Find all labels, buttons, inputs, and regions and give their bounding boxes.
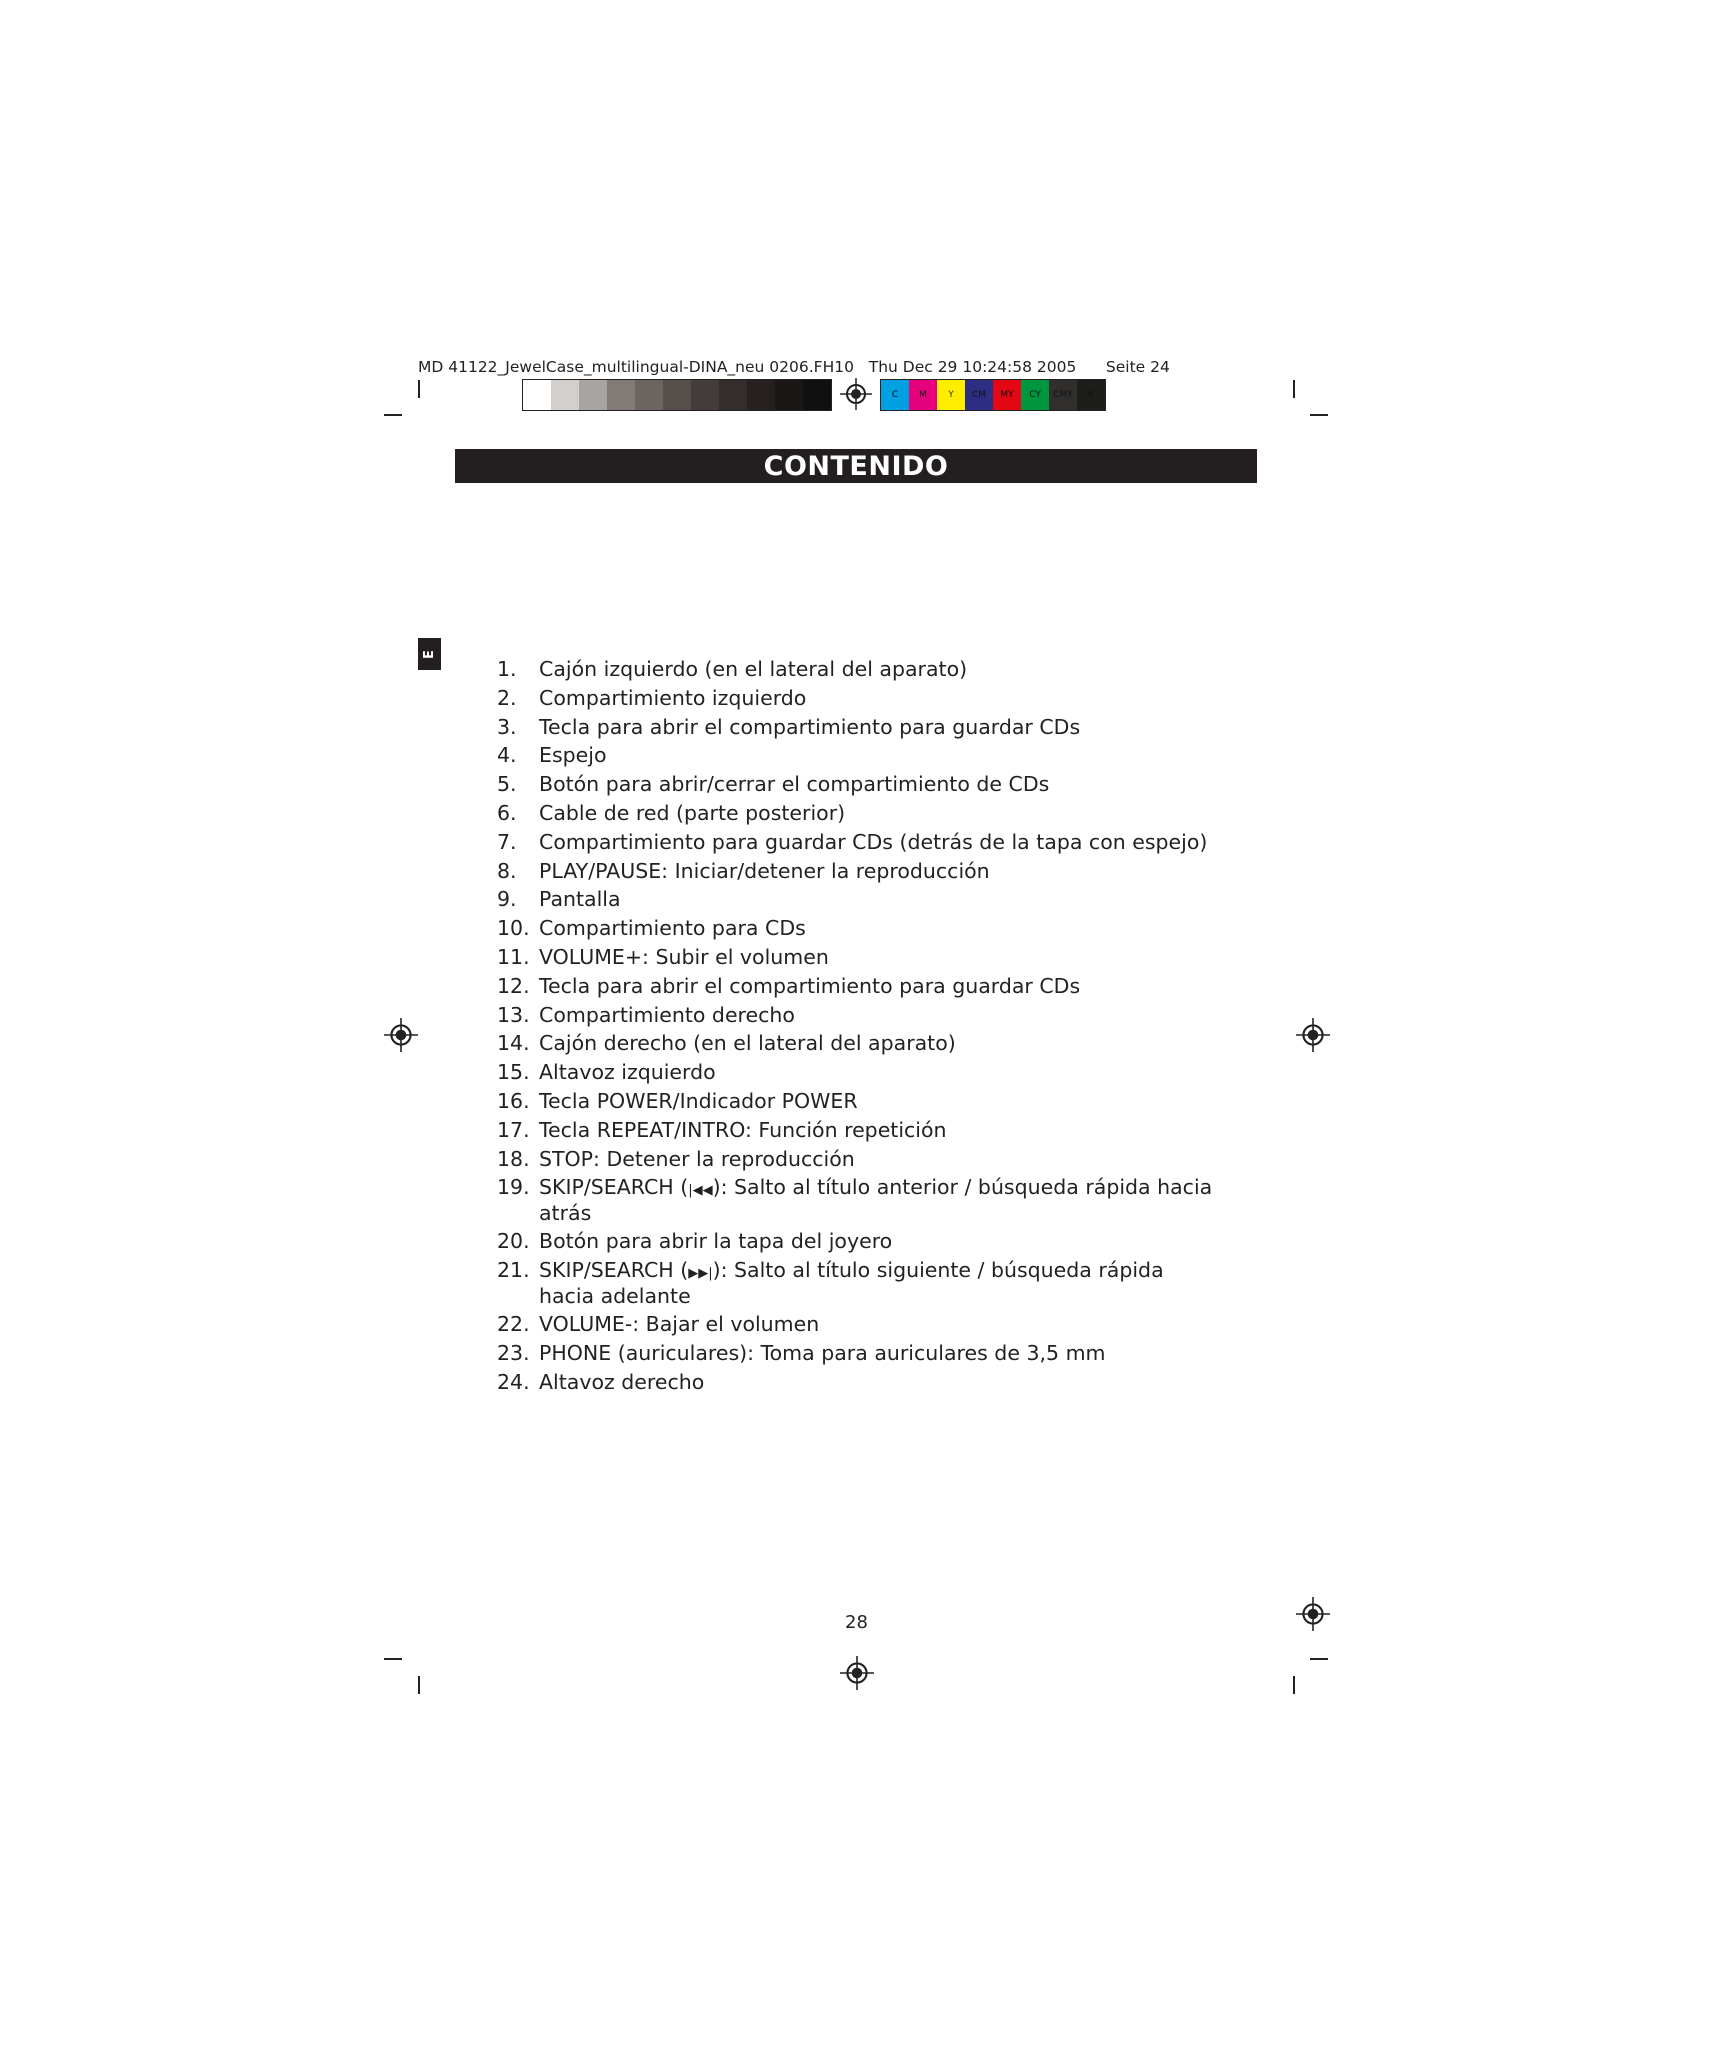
skip-forward-icon: ▶▶| [688, 1266, 713, 1282]
process-color-bar [880, 379, 1106, 411]
item-text: Compartimiento para guardar CDs (detrás de la tapa con espejo) [539, 829, 1208, 854]
page-number: 28 [845, 1612, 868, 1633]
item-text: Compartimiento derecho [539, 1002, 795, 1027]
grayscale-bar [522, 379, 832, 411]
item-number: 24. [497, 1369, 530, 1394]
list-item [497, 888, 1217, 911]
item-text: Tecla REPEAT/INTRO: Función repetición [539, 1117, 947, 1142]
contents-list [497, 658, 1217, 1400]
item-text: Cable de red (parte posterior) [539, 800, 846, 825]
item-text: VOLUME-: Bajar el volumen [539, 1312, 820, 1337]
language-tab-label: E [421, 649, 437, 659]
list-item [497, 1119, 1217, 1142]
list-item [497, 1259, 1217, 1308]
item-number: 17. [497, 1117, 530, 1142]
item-text-post: ): Salto al título anterior / búsqueda rápida hacia atrás [539, 1175, 1213, 1226]
item-number: 22. [497, 1312, 530, 1337]
list-item [497, 946, 1217, 969]
item-text [539, 1259, 1217, 1308]
item-number: 2. [497, 685, 517, 710]
item-number: 7. [497, 829, 517, 854]
color-swatch [1077, 380, 1105, 410]
color-swatch [881, 380, 909, 410]
gray-swatch [551, 380, 579, 410]
crop-mark [1310, 1658, 1328, 1660]
item-number: 15. [497, 1060, 530, 1085]
item-text: Pantalla [539, 887, 621, 912]
color-swatch [1049, 380, 1077, 410]
color-swatch-label: Y [948, 390, 954, 400]
gray-swatch [579, 380, 607, 410]
color-swatch-label: C [891, 390, 899, 400]
item-number: 3. [497, 714, 517, 739]
print-slug [418, 358, 1170, 376]
item-text-pre: SKIP/SEARCH ( [539, 1258, 689, 1283]
color-swatch-label: CMY [1053, 390, 1073, 400]
item-text: Altavoz derecho [539, 1369, 705, 1394]
item-number: 13. [497, 1002, 530, 1027]
item-number: 8. [497, 858, 517, 883]
item-number: 21. [497, 1258, 530, 1283]
crop-mark [1293, 1676, 1295, 1694]
gray-swatch [719, 380, 747, 410]
item-number: 9. [497, 887, 517, 912]
item-number: 1. [497, 657, 517, 681]
color-swatch-label: CM [971, 390, 987, 400]
page-title: CONTENIDO [455, 449, 1257, 483]
list-item [497, 744, 1217, 767]
color-swatch [937, 380, 965, 410]
item-number: 23. [497, 1340, 530, 1365]
item-text: Compartimiento izquierdo [539, 685, 807, 710]
slug-file: MD 41122_JewelCase_multilingual-DINA_neu 0206.FH10 [418, 358, 854, 376]
item-text: Cajón izquierdo (en el lateral del aparato) [539, 657, 968, 681]
color-swatch [965, 380, 993, 410]
item-text: Espejo [539, 743, 607, 768]
item-text: Compartimiento para CDs [539, 916, 806, 941]
item-number: 4. [497, 743, 517, 768]
gray-swatch [747, 380, 775, 410]
gray-swatch [691, 380, 719, 410]
item-text: Tecla POWER/Indicador POWER [539, 1088, 858, 1113]
gray-swatch [775, 380, 803, 410]
gray-swatch [523, 380, 551, 410]
item-number: 18. [497, 1146, 530, 1171]
gray-swatch [803, 380, 831, 410]
color-swatch-label: K [1088, 390, 1094, 400]
list-item [497, 1004, 1217, 1027]
list-item [497, 917, 1217, 940]
crop-mark [1310, 414, 1328, 416]
item-number: 12. [497, 973, 530, 998]
item-text: STOP: Detener la reproducción [539, 1146, 855, 1171]
item-text: Altavoz izquierdo [539, 1060, 716, 1085]
color-swatch [993, 380, 1021, 410]
list-item [497, 1230, 1217, 1253]
gray-swatch [635, 380, 663, 410]
registration-mark-top-icon [840, 378, 872, 410]
color-swatch [1021, 380, 1049, 410]
color-swatch-label: MY [1000, 390, 1014, 400]
item-number: 5. [497, 772, 517, 797]
item-text-pre: SKIP/SEARCH ( [539, 1175, 689, 1200]
language-tab [418, 638, 441, 670]
list-item [497, 1032, 1217, 1055]
slug-date: Thu Dec 29 10:24:58 2005 [868, 358, 1077, 376]
list-item [497, 687, 1217, 710]
item-text: VOLUME+: Subir el volumen [539, 944, 829, 969]
item-text: PLAY/PAUSE: Iniciar/detener la reproducción [539, 858, 990, 883]
list-item [497, 1148, 1217, 1171]
crop-mark [418, 380, 420, 398]
item-text-post: ): Salto al título siguiente / búsqueda rápida hacia adelante [539, 1258, 1164, 1309]
item-number: 19. [497, 1175, 530, 1200]
list-item [497, 1371, 1217, 1394]
skip-back-icon: |◀◀ [688, 1183, 713, 1199]
list-item [497, 1176, 1217, 1225]
item-text: Botón para abrir/cerrar el compartimiento de CDs [539, 772, 1050, 797]
item-number: 14. [497, 1031, 530, 1056]
color-swatch-label: M [919, 390, 927, 400]
item-number: 6. [497, 800, 517, 825]
item-number: 16. [497, 1088, 530, 1113]
crop-mark [384, 1658, 402, 1660]
gray-swatch [663, 380, 691, 410]
list-item [497, 1090, 1217, 1113]
list-item [497, 658, 1217, 681]
registration-mark-right-icon [1296, 1018, 1330, 1052]
list-item [497, 802, 1217, 825]
item-text: Botón para abrir la tapa del joyero [539, 1229, 893, 1254]
item-number: 20. [497, 1229, 530, 1254]
crop-mark [1293, 380, 1295, 398]
list-item [497, 1313, 1217, 1336]
list-item [497, 860, 1217, 883]
list-item [497, 975, 1217, 998]
item-number: 10. [497, 916, 530, 941]
crop-mark [384, 414, 402, 416]
registration-mark-left-icon [384, 1018, 418, 1052]
list-item [497, 1061, 1217, 1084]
list-item [497, 831, 1217, 854]
gray-swatch [607, 380, 635, 410]
item-text [539, 1176, 1217, 1225]
item-text: Cajón derecho (en el lateral del aparato) [539, 1031, 956, 1056]
registration-mark-bottom-icon [840, 1656, 874, 1690]
item-text: PHONE (auriculares): Toma para auriculares de 3,5 mm [539, 1340, 1106, 1365]
color-swatch-label: CY [1029, 390, 1041, 400]
list-item [497, 1342, 1217, 1365]
color-swatch [909, 380, 937, 410]
crop-mark [418, 1676, 420, 1694]
list-item [497, 773, 1217, 796]
item-text: Tecla para abrir el compartimiento para guardar CDs [539, 714, 1081, 739]
slug-page: Seite 24 [1105, 358, 1170, 376]
item-number: 11. [497, 944, 530, 969]
list-item [497, 716, 1217, 739]
item-text: Tecla para abrir el compartimiento para guardar CDs [539, 973, 1081, 998]
